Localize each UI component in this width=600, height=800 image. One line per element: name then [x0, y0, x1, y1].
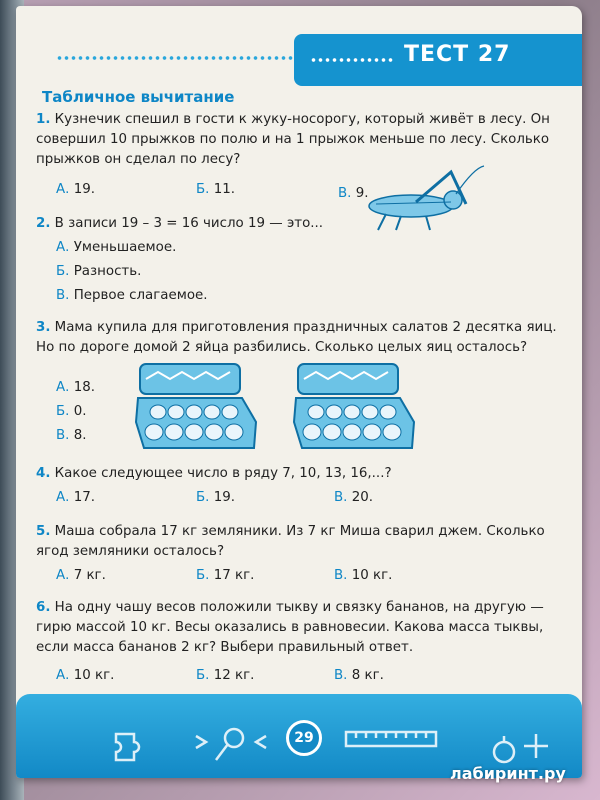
workbook-page: [16, 6, 582, 778]
question-text: Мама купила для приготовления праздничных салатов 2 десятка яиц. Но по дороге домой 2 яйца разбились. Сколько целых яиц осталось?: [36, 320, 557, 355]
question-5: [36, 522, 564, 562]
option-c[interactable]: В. 9.: [338, 186, 369, 201]
question-number: 3.: [36, 320, 51, 335]
option-c[interactable]: В. 10 кг.: [334, 568, 393, 583]
question-3: [36, 318, 564, 358]
option-a[interactable]: А. 7 кг.: [56, 568, 106, 583]
question-number: 5.: [36, 524, 51, 539]
egg-tray-icon: [292, 360, 422, 455]
test-header-tab: [294, 34, 582, 86]
question-number: 6.: [36, 600, 51, 615]
question-text: Кузнечик спешил в гости к жуку-носорогу, который живёт в лесу. Он совершил 10 прыжков по полю и на 1 прыжок меньше по лесу. Сколько прыжков он сделал по лесу?: [36, 112, 550, 167]
option-a[interactable]: А. 10 кг.: [56, 668, 115, 683]
test-title: ТЕСТ 27: [404, 42, 511, 67]
option-b[interactable]: Б. 11.: [196, 182, 236, 197]
tab-dots: [310, 58, 394, 62]
option-b[interactable]: Б. 19.: [196, 490, 236, 505]
question-number: 2.: [36, 216, 51, 231]
option-c[interactable]: В. 8 кг.: [334, 668, 384, 683]
option-b[interactable]: Б. 17 кг.: [196, 568, 255, 583]
page-number: 29: [286, 720, 322, 756]
question-text: В записи 19 – 3 = 16 число 19 — это...: [54, 216, 324, 231]
option-c[interactable]: В. Первое слагаемое.: [56, 288, 208, 303]
question-text: На одну чашу весов положили тыкву и связку бананов, на другую — гирю массой 10 кг. Весы оказались в равновесии. Какова масса тыквы, если масса бананов 2 кг? Выбери правильный ответ.: [36, 600, 544, 655]
question-6: [36, 598, 564, 658]
watermark: лабиринт.ру: [450, 764, 566, 783]
question-text: Какое следующее число в ряду 7, 10, 13, 16,...?: [54, 466, 392, 481]
option-a[interactable]: А. 17.: [56, 490, 95, 505]
question-4: [36, 464, 564, 484]
option-c[interactable]: В. 20.: [334, 490, 374, 505]
egg-tray-icon: [134, 360, 264, 455]
header-dots: [56, 56, 306, 60]
option-c[interactable]: В. 8.: [56, 428, 87, 443]
option-a[interactable]: А. 18.: [56, 380, 95, 395]
question-2: [36, 214, 564, 234]
option-b[interactable]: Б. 12 кг.: [196, 668, 255, 683]
option-a[interactable]: А. Уменьшаемое.: [56, 240, 177, 255]
question-1: [36, 110, 564, 170]
option-b[interactable]: Б. Разность.: [56, 264, 142, 279]
question-text: Маша собрала 17 кг земляники. Из 7 кг Миша сварил джем. Сколько ягод земляники осталось?: [36, 524, 545, 559]
question-number: 4.: [36, 466, 51, 481]
option-b[interactable]: Б. 0.: [56, 404, 87, 419]
section-title: Табличное вычитание: [42, 88, 235, 106]
question-number: 1.: [36, 112, 51, 127]
option-a[interactable]: А. 19.: [56, 182, 95, 197]
